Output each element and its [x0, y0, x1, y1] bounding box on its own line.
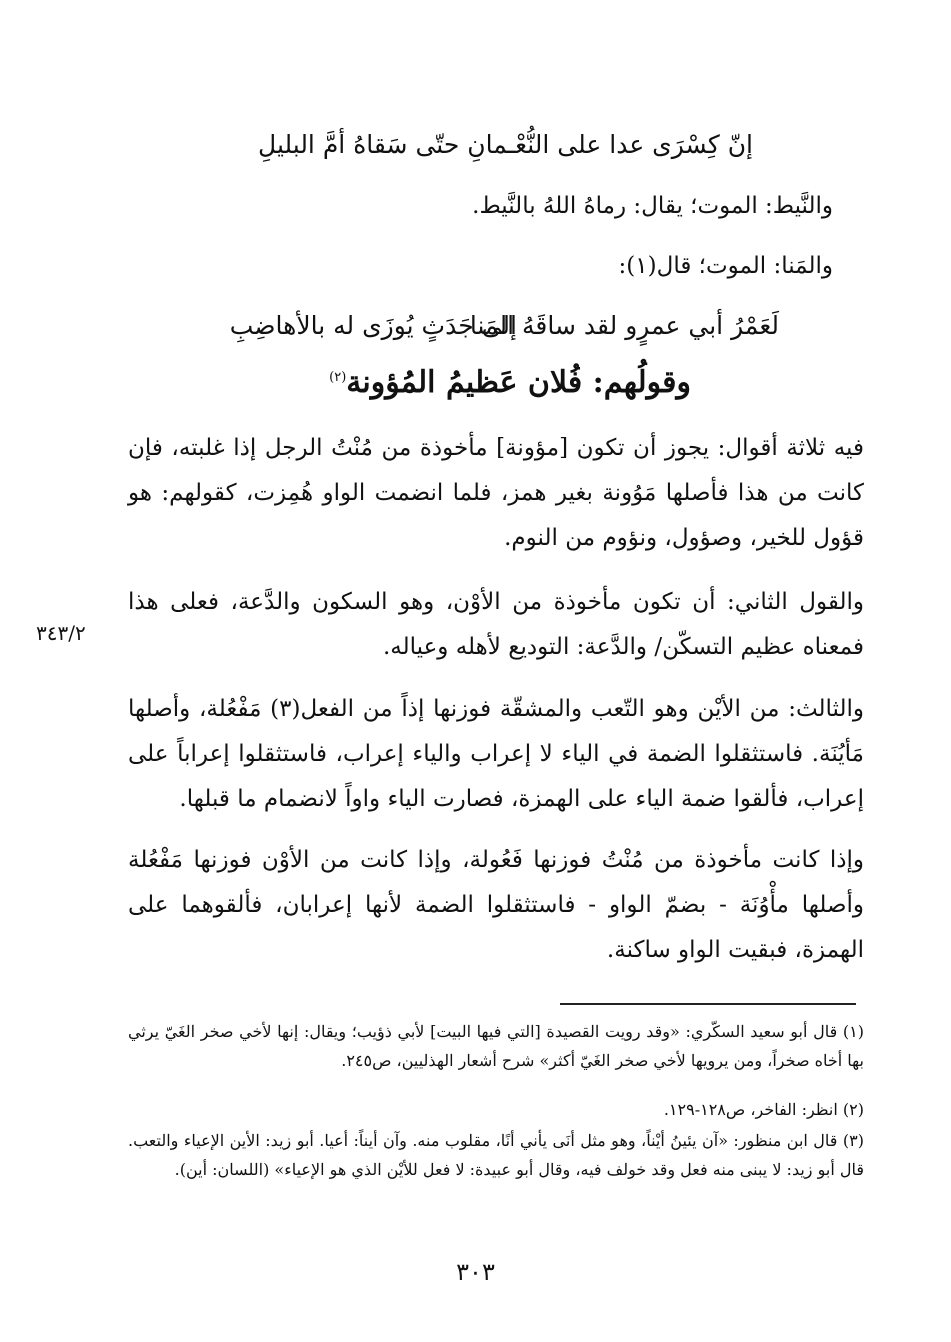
footnote-3: (٣) قال ابن منظور: «آن يئينُ أيْناً، وهو مثل أنَى يأني أنًا، مقلوب منه. وآن أيناً: أعيا. أبو زيد: الأين الإعياء والتعب. قال أبو زيد: لا يبنى منه فعل وقد خولف فيه، وقال أبو عبيدة: لا فعل للأيْن الذي هو الإعياء» (اللسان: أين). — [128, 1131, 864, 1179]
paragraph-4: وإذا كانت مأخوذة من مُنْتُ فوزنها فَعُولة، وإذا كانت من الأوْن فوزنها مَفْعُلة وأصلها مأْوُنَة - بضمّ الواو - فاستثقلوا الضمة لأنها إعرابان، فألقوهما على الهمزة، فبقيت الواو ساكنة. — [128, 847, 864, 963]
paragraph-2: والقول الثاني: أن تكون مأخوذة من الأوْن، وهو السكون والدَّعة، فعلى هذا فمعناه عظيم التسكّن/ والدَّعة: التوديع لأهله وعياله. — [128, 589, 864, 660]
verse-2-right-hemistich: لَعَمْرُ أبي عمرٍو لقد ساقَهُ المَنا — [469, 311, 779, 340]
verse-1-left-hemistich: ـمانِ حتّى سَقاهُ أمَّ البليلِ — [258, 130, 515, 159]
section-heading-text: وقولُهم: فُلان عَظيمُ المُؤونة — [346, 365, 691, 400]
margin-reference: ٣٤٣/٢ — [36, 621, 86, 645]
verse-2-left-hemistich: إلى جَدَثٍ يُوزَى له بالأهاضِبِ — [229, 311, 517, 340]
footnote-2: (٢) انظر: الفاخر، ص١٢٨-١٢٩. — [663, 1100, 864, 1119]
definition-nibt: والنَّيط: الموت؛ يقال: رماهُ اللهُ بالنَّيط. — [472, 193, 833, 219]
footnote-1: (١) قال أبو سعيد السكّري: «وقد رويت القصيدة [التي فيها البيت] لأبي ذؤيب؛ ويقال: إنها لأخي صخر الغَيّ يرثي بها أخاه صخراً، ومن يرويها لأخي صخر الغَيّ أكثر» شرح أشعار الهذليين، ص٢٤٥. — [128, 1022, 864, 1070]
paragraph-1: فيه ثلاثة أقوال: يجوز أن تكون [مؤونة] مأخوذة من مُنْتُ الرجل إذا غلبته، فإن كانت من هذا فأصلها مَوُونة بغير همز، فلما انضمت الواو هُمِزت، كقولهم: هو قؤول للخير، وصؤول، ونؤوم من النوم. — [128, 435, 864, 551]
definition-mana: والمَنا: الموت؛ قال(١): — [618, 253, 833, 279]
heading-footnote-marker: (٢) — [329, 370, 347, 385]
verse-1-right-hemistich: إنّ كِسْرَى عدا على النُّعْـ — [507, 130, 753, 159]
paragraph-3: والثالث: من الأيْن وهو التّعب والمشقّة فوزنها إذاً من الفعل(٣) مَفْعُلة، وأصلها مَأيُنَة. فاستثقلوا الضمة في الياء لا إعراب والياء إعراب، فاستثقلوا إعراباً على إعراب، فألقوا ضمة الياء على الهمزة، فصارت الياء واواً لانضمام ما قبلها. — [128, 696, 864, 812]
footnote-separator — [560, 1003, 856, 1005]
page-number: ٣٠٣ — [456, 1258, 495, 1286]
section-heading — [329, 365, 691, 400]
